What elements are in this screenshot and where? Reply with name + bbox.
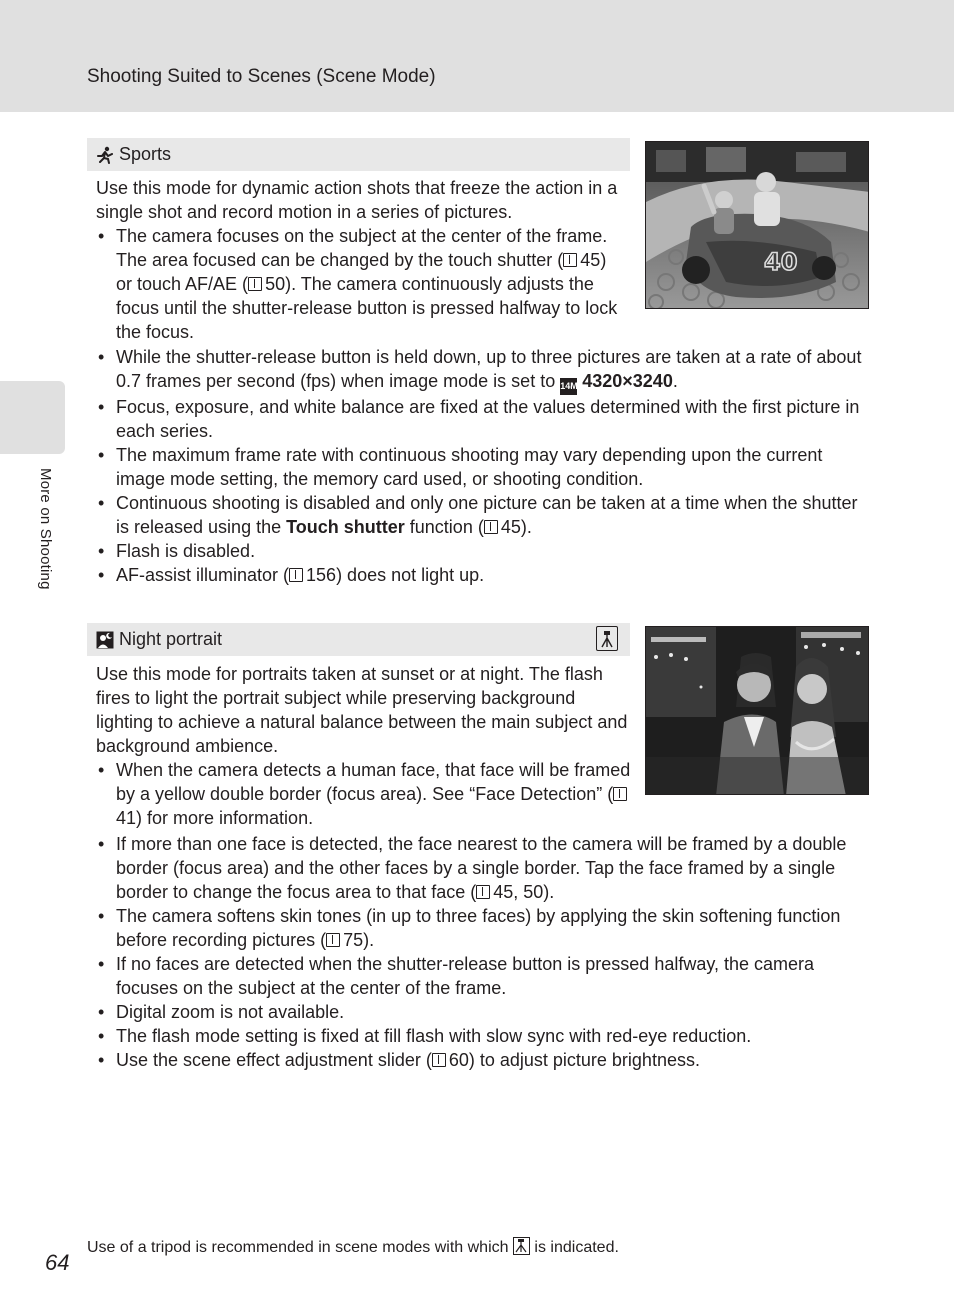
book-reference-icon <box>613 787 627 801</box>
sports-photo <box>645 141 869 309</box>
list-item: • Continuous shooting is disabled and only one picture can be taken at a time when the shutter is released using the Touch shutter function ( 45). <box>96 491 864 539</box>
list-item: • While the shutter-release button is held down, up to three pictures are taken at a rate of about 0.7 frames per second (fps) when image mode is set to 14M 4320×3240. <box>96 345 864 395</box>
tripod-icon <box>596 626 618 651</box>
sports-text-block-full <box>96 345 864 587</box>
side-tab-label: More on Shooting <box>37 468 54 590</box>
page-header <box>0 0 954 112</box>
book-reference-icon <box>248 277 262 291</box>
night-portrait-title: Night portrait <box>119 629 223 649</box>
night-portrait-icon <box>96 631 114 649</box>
book-reference-icon <box>289 568 303 582</box>
list-item: • If no faces are detected when the shutter-release button is pressed halfway, the camera focuses on the subject at the center of the frame. <box>96 952 871 1000</box>
list-item: • The maximum frame rate with continuous shooting may vary depending upon the current image mode setting, the memory card used, or shooting condition. <box>96 443 864 491</box>
list-item: • Flash is disabled. <box>96 539 864 563</box>
svg-text:40: 40 <box>764 248 798 276</box>
list-item: • If more than one face is detected, the face nearest to the camera will be framed by a double border (focus area) and the other faces by a single border. Tap the face framed by a single border to change the focus area to that face ( 45, 50). <box>96 832 871 904</box>
sports-section-header <box>87 138 630 171</box>
list-item: • Digital zoom is not available. <box>96 1000 871 1024</box>
book-reference-icon <box>476 885 490 899</box>
list-item: • The camera softens skin tones (in up to three faces) by applying the skin softening function before recording pictures ( 75). <box>96 904 871 952</box>
side-tab <box>0 381 65 454</box>
tripod-icon <box>513 1237 530 1255</box>
book-reference-icon <box>484 520 498 534</box>
sports-title: Sports <box>119 144 172 164</box>
night-portrait-photo <box>645 626 869 795</box>
header-title: Shooting Suited to Scenes (Scene Mode) <box>87 66 436 87</box>
sports-text-block <box>96 176 621 344</box>
night-intro: Use this mode for portraits taken at sunset or at night. The flash fires to light the portrait subject while preserving background lighting to achieve a natural balance between the main subject and background ambience. <box>96 664 628 756</box>
sports-runner-icon <box>96 146 114 164</box>
night-text-block <box>96 662 631 830</box>
list-item: • The flash mode setting is fixed at fill flash with slow sync with red-eye reduction. <box>96 1024 871 1048</box>
list-item: • The camera focuses on the subject at the center of the frame. The area focused can be changed by the touch shutter ( 45) or touch AF/AE ( 50). The camera continuously adjusts the focus until the shutter-release button is pressed halfway to lock the focus. <box>96 224 621 344</box>
list-item: • When the camera detects a human face, that face will be framed by a yellow double border (focus area). See “Face Detection” (41) for more information. <box>96 758 631 830</box>
image-mode-icon: 14M <box>560 378 577 395</box>
night-portrait-section-header <box>87 623 630 656</box>
sports-intro: Use this mode for dynamic action shots that freeze the action in a single shot and record motion in a series of pictures. <box>96 178 618 222</box>
page-number: 64 <box>45 1250 70 1275</box>
list-item: • Use the scene effect adjustment slider ( 60) to adjust picture brightness. <box>96 1048 871 1072</box>
list-item: • AF-assist illuminator ( 156) does not light up. <box>96 563 864 587</box>
footnote: Use of a tripod is recommended in scene modes with which is indicated. <box>87 1239 619 1256</box>
night-text-block-full <box>96 832 871 1072</box>
book-reference-icon <box>563 253 577 267</box>
book-reference-icon <box>326 933 340 947</box>
book-reference-icon <box>432 1053 446 1067</box>
list-item: • Focus, exposure, and white balance are fixed at the values determined with the first picture in each series. <box>96 395 864 443</box>
